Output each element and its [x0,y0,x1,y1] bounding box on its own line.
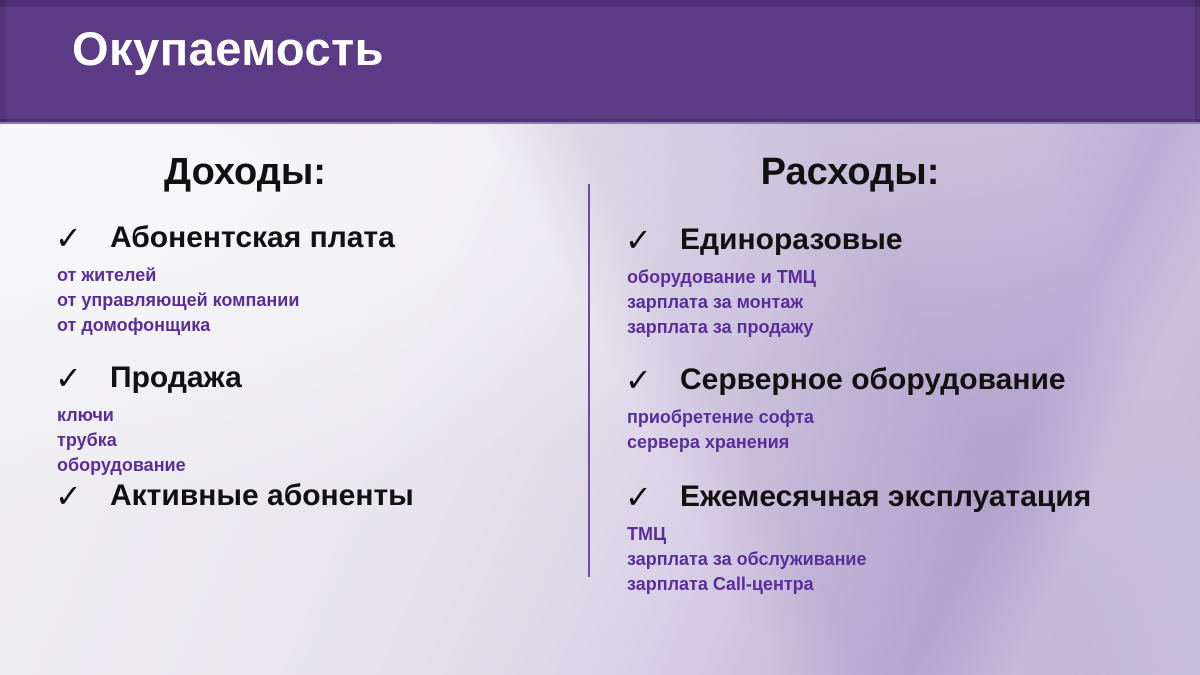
sub-item: зарплата Call-центра [627,574,814,594]
sub-item: зарплата за обслуживание [627,549,867,569]
bullet-row [625,220,1185,260]
check-icon: ✓ [55,360,82,396]
sub-item-list [625,522,1185,597]
sub-item: ТМЦ [627,524,667,544]
income-group-sales [55,358,615,478]
bullet-label: Продажа [110,361,242,394]
bullet-row [55,358,615,398]
bullet-label: Ежемесячная эксплуатация [680,480,1092,513]
sub-item: ключи [57,405,114,425]
expenses-column-heading: Расходы: [760,151,940,193]
sub-item-list [55,403,615,478]
check-icon: ✓ [625,479,652,515]
bullet-row [625,477,1185,517]
sub-item-list [55,263,615,338]
slide-title: Окупаемость [72,22,385,75]
bullet-label: Активные абоненты [110,479,414,512]
sub-item: зарплата за монтаж [627,292,804,312]
slide-header [0,0,1200,124]
sub-item: оборудование и ТМЦ [627,267,816,287]
sub-item: сервера хранения [627,432,790,452]
check-icon: ✓ [625,362,652,398]
slide-body [0,124,1200,675]
income-column-heading: Доходы: [164,151,326,193]
sub-item: трубка [57,430,117,450]
expenses-group-one-time [625,220,1185,340]
sub-item: зарплата за продажу [627,317,814,337]
bullet-label: Единоразовые [680,223,903,256]
bullet-label: Серверное оборудование [680,363,1066,396]
sub-item-list [625,405,1185,455]
sub-item: оборудование [57,455,186,475]
expenses-group-monthly-operation [625,477,1185,597]
check-icon: ✓ [625,222,652,258]
bullet-label: Абонентская плата [110,221,395,254]
sub-item: приобретение софта [627,407,814,427]
sub-item-list [625,265,1185,340]
bullet-row [55,476,615,516]
bullet-row [55,218,615,258]
check-icon: ✓ [55,478,82,514]
sub-item: от домофонщика [57,315,211,335]
expenses-group-server-equipment [625,360,1185,455]
income-group-active-subscribers [55,476,615,516]
bullet-row [625,360,1185,400]
income-group-subscription [55,218,615,338]
check-icon: ✓ [55,220,82,256]
sub-item: от жителей [57,265,157,285]
sub-item: от управляющей компании [57,290,300,310]
